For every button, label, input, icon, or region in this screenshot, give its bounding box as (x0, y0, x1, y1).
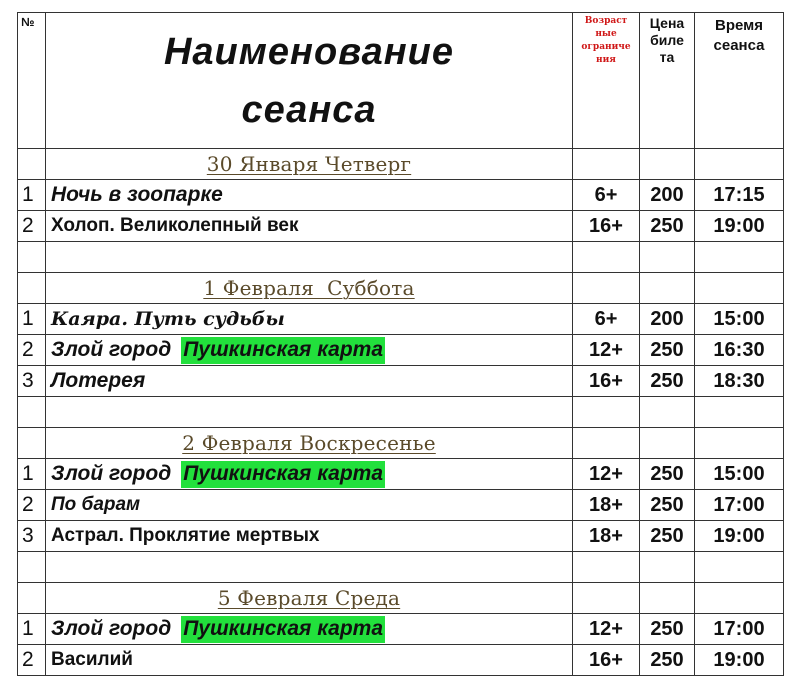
pushkin-card-badge: Пушкинская карта (181, 616, 385, 643)
session-age: 12+ (573, 335, 640, 366)
header-time-line1: Время (715, 17, 763, 34)
header-age-line1: Возраст (584, 16, 628, 26)
session-row (18, 304, 784, 335)
header-time (695, 13, 784, 149)
date-row (18, 149, 784, 180)
date-row (18, 428, 784, 459)
header-title (46, 13, 573, 149)
header-title-line2: сеанса (241, 88, 377, 131)
session-row (18, 335, 784, 366)
session-num: 3 (18, 521, 46, 552)
session-time: 17:00 (695, 490, 784, 521)
session-price: 250 (640, 211, 695, 242)
session-price: 250 (640, 335, 695, 366)
session-age: 16+ (573, 211, 640, 242)
date-label: 1 Февраля Суббота (46, 273, 573, 304)
header-title-line1: Наименование (163, 30, 455, 73)
session-price: 250 (640, 459, 695, 490)
session-title-cell (46, 459, 573, 490)
spacer-row (18, 397, 784, 428)
session-price: 250 (640, 645, 695, 676)
header-age-line3: ограниче (581, 42, 631, 52)
session-num: 1 (18, 459, 46, 490)
session-age: 6+ (573, 304, 640, 335)
session-title: По барам (46, 490, 573, 521)
session-age: 18+ (573, 490, 640, 521)
session-title: Каяра. Путь судьбы (46, 304, 573, 335)
session-num: 1 (18, 304, 46, 335)
session-title: Злой город (51, 617, 172, 640)
session-time: 18:30 (695, 366, 784, 397)
date-label: 2 Февраля Воскресенье (46, 428, 573, 459)
session-time: 19:00 (695, 521, 784, 552)
header-age-line4: ния (596, 55, 616, 65)
header-age-line2: ные (595, 29, 617, 39)
session-age: 16+ (573, 645, 640, 676)
session-title: Злой город (51, 462, 172, 485)
session-num: 2 (18, 335, 46, 366)
pushkin-card-badge: Пушкинская карта (181, 461, 385, 488)
session-title: Холоп. Великолепный век (46, 211, 573, 242)
spacer-row (18, 552, 784, 583)
session-row (18, 211, 784, 242)
session-age: 12+ (573, 614, 640, 645)
session-price: 250 (640, 366, 695, 397)
session-time: 15:00 (695, 304, 784, 335)
session-price: 200 (640, 180, 695, 211)
session-num: 2 (18, 211, 46, 242)
date-label: 5 Февраля Среда (46, 583, 573, 614)
session-age: 16+ (573, 366, 640, 397)
session-num: 3 (18, 366, 46, 397)
session-row (18, 366, 784, 397)
session-time: 15:00 (695, 459, 784, 490)
header-price-line1: Цена (649, 15, 685, 31)
session-row (18, 521, 784, 552)
header-price-line3: та (659, 49, 675, 65)
pushkin-card-badge: Пушкинская карта (181, 337, 385, 364)
schedule-table (17, 12, 784, 676)
session-title: Астрал. Проклятие мертвых (46, 521, 573, 552)
session-time: 17:15 (695, 180, 784, 211)
session-row (18, 180, 784, 211)
header-age (573, 13, 640, 149)
spacer-row (18, 242, 784, 273)
header-price-line2: биле (650, 32, 684, 48)
session-num: 2 (18, 490, 46, 521)
session-row (18, 645, 784, 676)
session-row (18, 490, 784, 521)
session-title: Ночь в зоопарке (46, 180, 573, 211)
date-label: 30 Января Четверг (46, 149, 573, 180)
session-row (18, 459, 784, 490)
session-num: 1 (18, 614, 46, 645)
session-title: Злой город (51, 338, 172, 361)
header-time-line2: сеанса (713, 37, 765, 54)
date-row (18, 273, 784, 304)
header-num: № (18, 13, 46, 149)
session-time: 17:00 (695, 614, 784, 645)
session-time: 19:00 (695, 645, 784, 676)
session-num: 1 (18, 180, 46, 211)
session-time: 19:00 (695, 211, 784, 242)
session-title-cell (46, 335, 573, 366)
header-price (640, 13, 695, 149)
session-price: 200 (640, 304, 695, 335)
date-row (18, 583, 784, 614)
session-age: 12+ (573, 459, 640, 490)
session-age: 18+ (573, 521, 640, 552)
session-age: 6+ (573, 180, 640, 211)
session-title: Лотерея (46, 366, 573, 397)
session-title: Василий (46, 645, 573, 676)
session-row (18, 614, 784, 645)
session-price: 250 (640, 614, 695, 645)
session-price: 250 (640, 521, 695, 552)
session-price: 250 (640, 490, 695, 521)
header-row (18, 13, 784, 149)
session-time: 16:30 (695, 335, 784, 366)
session-num: 2 (18, 645, 46, 676)
session-title-cell (46, 614, 573, 645)
